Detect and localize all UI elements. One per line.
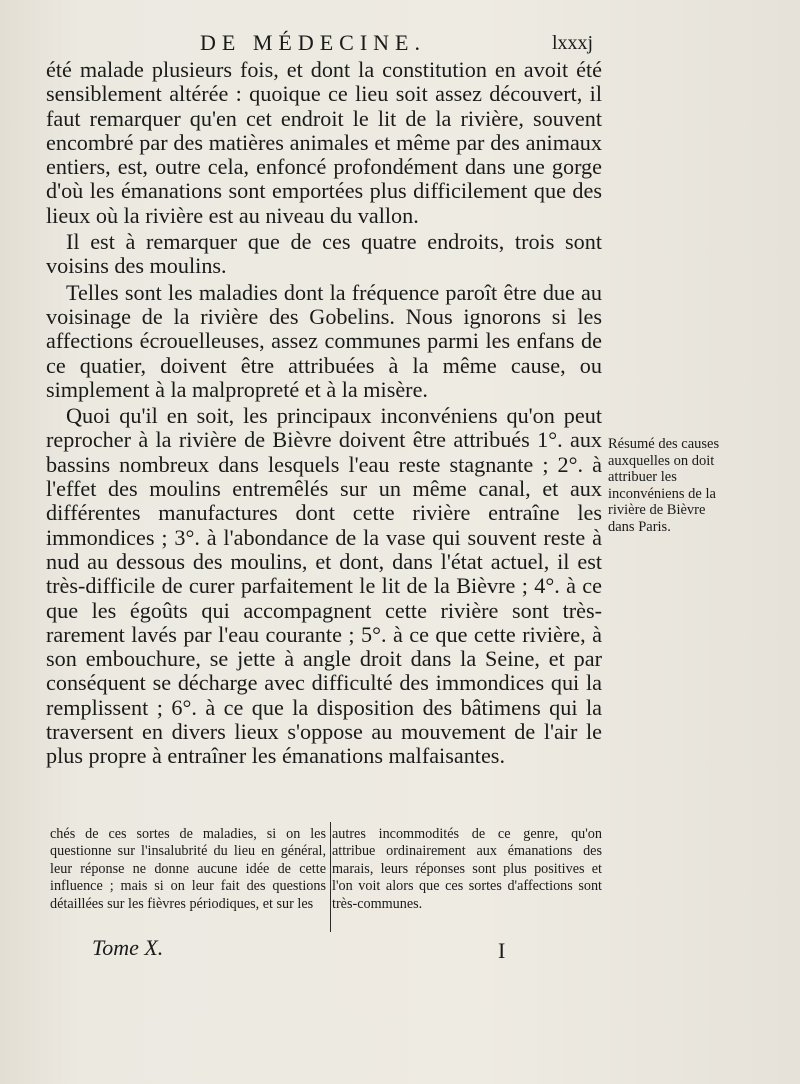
paragraph-summary: Quoi qu'il en soit, les principaux inconvéniens qu'on peut reprocher à la rivière de Bièvre doivent être attribués 1°. aux bassins nombreux dans lesquels l'eau reste stagnante ; 2°. à l'effet des moulins entremêlés sur un même canal, et aux différentes manufactures dont cette rivière entraîne les immondices ; 3°. à l'abondance de la vase qui souvent reste à nud au dessous des moulins, et dont, dans l'état actuel, il est très-difficile de curer parfaitement le lit de la Bièvre ; 4°. à ce que les égoûts qui accompagnent cette rivière sont très-rarement lavés par l'eau courante ; 5°. à ce que cette rivière, à son embouchure, se jette à angle droit dans la Seine, et par conséquent se décharge avec difficulté des immondices qui la remplissent ; 6°. à ce que la disposition des bâtimens qui la traversent en divers lieux s'oppose au mouvement de l'air le plus propre à entraîner les émanations malfaisantes. [46,403,602,769]
paragraph-diseases: Telles sont les maladies dont la fréquence paroît être due au voisinage de la rivière des Gobelins. Nous ignorons si les affections écrouelleuses, assez communes parmi les enfans de ce quatier, doivent être attribuées à la même cause, ou simplement à la malpropreté et à la misère. [46,279,602,402]
footnote-left-text: chés de ces sortes de maladies, si on les questionne sur l'insalubrité du lieu en général, leur réponse ne donne aucune idée de cette influence ; mais si on leur fait des questions détaillées sur les fièvres périodiques, et sur les [50,826,326,912]
paragraph-mills: Il est à remarquer que de ces quatre endroits, trois sont voisins des moulins. [46,229,602,279]
footnote-column-divider [330,822,331,932]
paragraph-continuation: été malade plusieurs fois, et dont la constitution en avoit été sensiblement altérée : quoique ce lieu soit assez découvert, il faut remarquer qu'en cet endroit le lit de la rivière, souvent encombré par des matières animales et même par des animaux entiers, est, outre cela, enfoncé profondément dans une gorge d'où les émanations sont emportées plus difficilement que des lieux où la rivière est au niveau du vallon. [46,57,602,228]
main-text [46,58,602,769]
footnote-right-column [332,826,602,913]
footnote-right-text: autres incommodités de ce genre, qu'on attribue ordinairement aux émanations des marais, leurs réponses sont plus positives et l'on voit alors que ces sortes d'affections sont très-communes. [332,826,602,912]
running-head [0,30,800,60]
gathering-mark: I [498,938,506,963]
volume-signature: Tome X. [92,935,164,960]
page-number: lxxxj [552,32,594,54]
margin-note: Résumé des causes auxquelles on doit attribuer les inconvéniens de la rivière de Bièvre dans Paris. [608,436,720,535]
running-head-title: DE MÉDECINE. [200,30,426,55]
footnote-left-column [50,826,326,913]
